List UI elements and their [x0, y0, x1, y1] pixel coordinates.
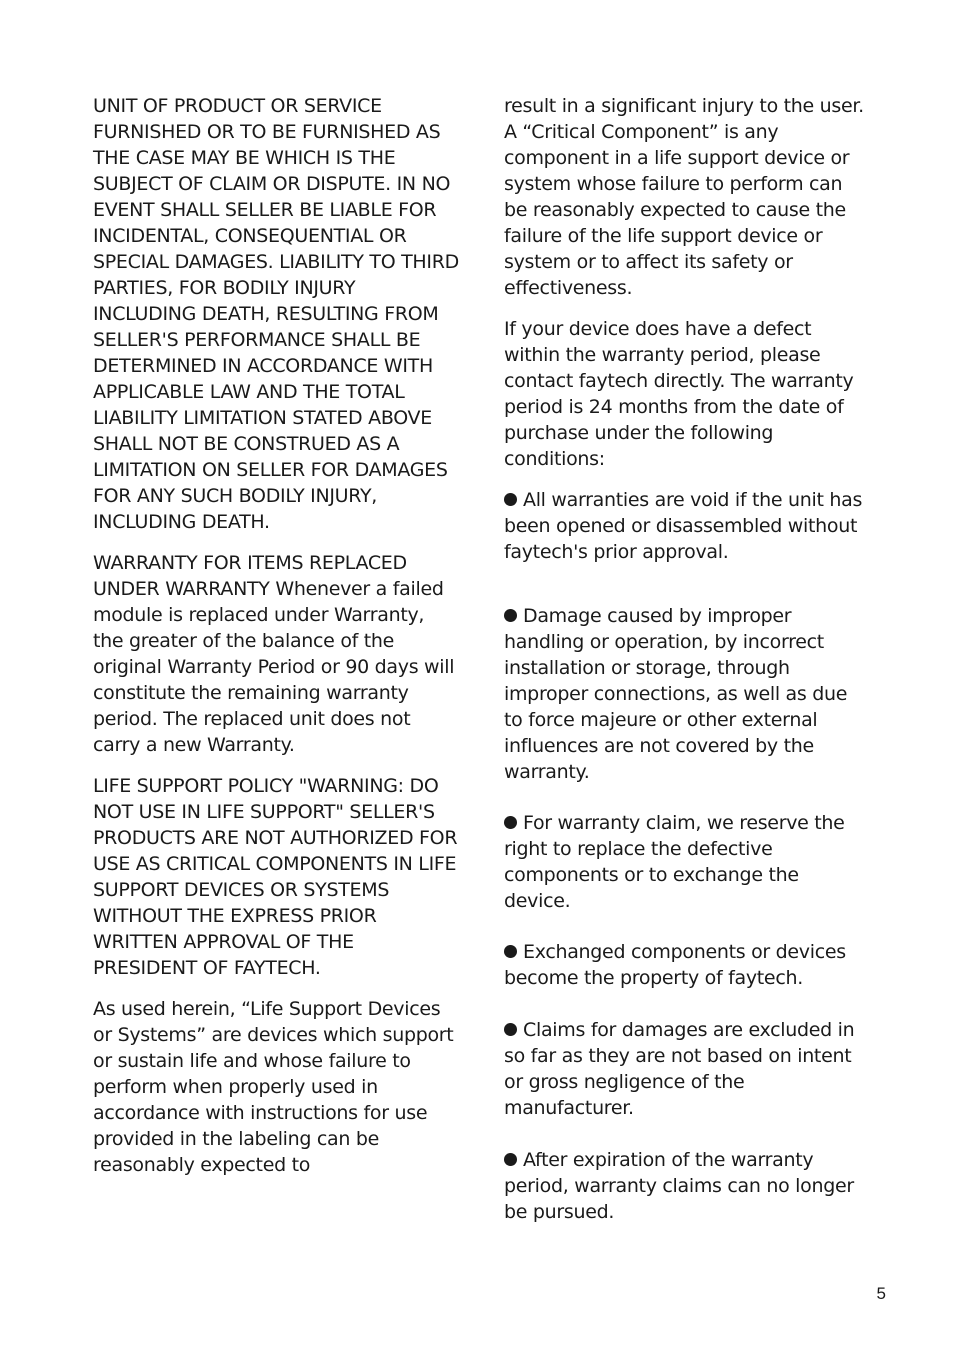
bullet-item: [504, 1147, 870, 1225]
life-support-policy-paragraph: LIFE SUPPORT POLICY "WARNING: DO NOT USE IN LIFE SUPPORT" SELLER'S PRODUCTS ARE NOT AUTHORIZED FOR USE AS CRITICAL COMPONENTS IN LIFE SUPPORT DEVICES OR SYSTEMS WITHOUT THE EXPRESS PRIOR WRITTEN APPROVAL OF THE PRESIDENT OF FAYTECH.: [93, 775, 458, 979]
defect-contact-paragraph: If your device does have a defect within the warranty period, please contact faytech directly. The warranty period is 24 months from the date of purchase under the following conditions:: [504, 318, 854, 470]
bullet-text: Exchanged components or devices become the property of faytech.: [504, 941, 846, 989]
right-column: [504, 93, 870, 1251]
page-number: 5: [876, 1284, 886, 1303]
critical-component-paragraph: result in a significant injury to the user. A “Critical Component” is any component in a life support device or system whose failure to perform can be reasonably expected to cause the failure of the life support device or system or to affect its safety or effectiveness.: [504, 95, 864, 299]
filled-circle-icon: [504, 493, 517, 506]
bullet-item: [504, 810, 870, 914]
bullet-text: Damage caused by improper handling or operation, by incorrect installation or storage, through improper connections, as well as due to force majeure or other external influences are not covered by the warranty.: [504, 605, 848, 783]
bullet-item: [504, 487, 870, 565]
replaced-items-warranty-paragraph: WARRANTY FOR ITEMS REPLACED UNDER WARRANTY Whenever a failed module is replaced under Warranty, the greater of the balance of the original Warranty Period or 90 days will constitute the remaining warranty period. The replaced unit does not carry a new Warranty.: [93, 552, 455, 756]
left-column: [93, 93, 459, 1193]
bullet-item: [504, 1017, 870, 1121]
filled-circle-icon: [504, 609, 517, 622]
bullet-text: For warranty claim, we reserve the right to replace the defective components or to exchange the device.: [504, 812, 845, 912]
bullet-item: [504, 603, 870, 785]
filled-circle-icon: [504, 1023, 517, 1036]
life-support-definition-paragraph: As used herein, “Life Support Devices or Systems” are devices which support or sustain life and whose failure to perform when properly used in accordance with instructions for use provided in the labeling can be reasonably expected to: [93, 998, 454, 1176]
bullet-text: After expiration of the warranty period, warranty claims can no longer be pursued.: [504, 1149, 854, 1223]
filled-circle-icon: [504, 1153, 517, 1166]
bullet-text: Claims for damages are excluded in so far as they are not based on intent or gross negligence of the manufacturer.: [504, 1019, 855, 1119]
bullet-item: [504, 939, 870, 991]
bullet-text: All warranties are void if the unit has been opened or disassembled without faytech's prior approval.: [504, 489, 863, 563]
liability-paragraph: UNIT OF PRODUCT OR SERVICE FURNISHED OR TO BE FURNISHED AS THE CASE MAY BE WHICH IS THE SUBJECT OF CLAIM OR DISPUTE. IN NO EVENT SHALL SELLER BE LIABLE FOR INCIDENTAL, CONSEQUENTIAL OR SPECIAL DAMAGES. LIABILITY TO THIRD PARTIES, FOR BODILY INJURY INCLUDING DEATH, RESULTING FROM SELLER'S PERFORMANCE SHALL BE DETERMINED IN ACCORDANCE WITH APPLICABLE LAW AND THE TOTAL LIABILITY LIMITATION STATED ABOVE SHALL NOT BE CONSTRUED AS A LIMITATION ON SELLER FOR DAMAGES FOR ANY SUCH BODILY INJURY, INCLUDING DEATH.: [93, 95, 459, 533]
filled-circle-icon: [504, 816, 517, 829]
filled-circle-icon: [504, 945, 517, 958]
